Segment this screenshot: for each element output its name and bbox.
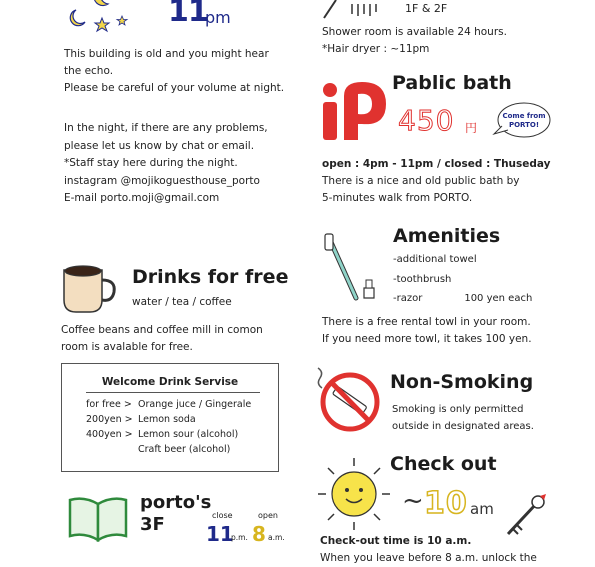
bath-title: Pablic bath [392,72,512,94]
close-time: 11 [206,522,234,546]
no-smoking-icon [312,362,384,434]
portos-floor: 3F [140,514,165,535]
welcome-item: Orange juce / Gingerale [138,399,252,410]
bath-logo-icon [320,78,390,142]
welcome-label: 200yen > [86,414,133,425]
note-line: the echo. [64,65,114,77]
instagram-handle: instagram @mojikoguesthouse_porto [64,174,260,187]
welcome-divider [86,392,260,393]
amenities-list [393,250,532,309]
drinks-title: Drinks for free [132,266,289,288]
checkout-time: 10 [424,486,468,521]
moon-stars-icon [62,0,142,34]
note-line: This building is old and you might hear [64,48,269,60]
shower-line: *Hair dryer : ~11pm [322,43,430,55]
drinks-subtitle: water / tea / coffee [132,296,232,308]
welcome-row [86,414,133,425]
speech-bubble [492,98,552,142]
checkout-time-prefix: ~ [402,486,424,516]
amenity-razor: -razor [393,293,423,304]
amenity-item [393,289,532,309]
checkout-line: When you leave before 8 a.m. unlock the [320,552,537,564]
bubble-line-2: PORTO! [508,121,540,129]
portos-title [140,492,211,536]
bath-price: 450 [398,104,455,137]
drinks-line: room is avalable for free. [61,341,193,353]
smoking-line: Smoking is only permitted [392,404,524,415]
smoking-info [392,401,534,435]
checkout-title: Check out [390,453,497,475]
checkout-line: Check-out time is 10 a.m. [320,535,472,547]
contact-line: In the night, if there are any problems, [64,122,268,134]
bath-line: 5-minutes walk from PORTO. [322,192,473,204]
quiet-hours-time: 11 [168,0,208,29]
welcome-item: Lemon soda [138,414,196,425]
welcome-drink-box [61,363,279,472]
welcome-row [86,429,133,440]
amenities-info [322,314,532,348]
shower-floors: 1F & 2F [405,2,448,15]
welcome-item: Craft beer (alcohol) [138,444,231,455]
open-unit: a.m. [268,533,285,542]
bubble-line-1: Come from [502,112,546,120]
toothbrush-icon [322,232,382,304]
checkout-info [320,533,537,567]
welcome-row [86,399,132,410]
amenity-line: If you need more towl, it takes 100 yen. [322,333,532,345]
contact-line: *Staff stay here during the night. [64,157,238,169]
bath-info [322,173,520,207]
welcome-title: Welcome Drink Servise [101,376,239,388]
contact-line: please let us know by chat or email. [64,139,255,152]
drinks-line: Coffee beans and coffee mill in comon [61,324,263,336]
close-unit: p.m. [231,533,248,542]
note-line: Please be careful of your volume at night. [64,82,285,94]
book-icon [66,494,130,542]
amenity-item: -additional towel [393,254,477,265]
shower-icon [322,0,392,22]
bath-line: There is a nice and old public bath by [322,175,520,187]
shower-line: Shower room is available 24 hours. [322,26,507,38]
email-address: E-mail porto.moji@gmail.com [64,192,220,204]
sun-icon [316,456,392,532]
amenity-line: There is a free rental towl in your room. [322,316,531,328]
welcome-item: Lemon sour (alcohol) [138,429,239,440]
amenity-item: -toothbrush [393,273,452,285]
close-label: close [212,511,233,520]
quiet-hours-unit: pm [205,8,231,27]
contact-info [64,120,268,208]
amenities-title: Amenities [393,225,501,247]
coffee-cup-icon [60,262,120,314]
drinks-info [61,322,263,356]
bath-price-unit: 円 [465,121,478,135]
non-smoking-title: Non-Smoking [390,371,534,393]
smoking-line: outside in designated areas. [392,421,534,432]
noise-note [64,46,284,97]
shower-info [322,24,507,58]
welcome-label: 400yen > [86,429,133,440]
open-label: open [258,511,278,520]
portos-title-line: porto's [140,492,212,513]
checkout-time-unit: am [470,500,494,518]
welcome-label: for free > [86,399,132,410]
amenity-price: 100 yen each [464,293,533,304]
open-time: 8 [252,522,266,546]
bath-hours: open : 4pm - 11pm / closed : Thuseday [322,158,551,170]
